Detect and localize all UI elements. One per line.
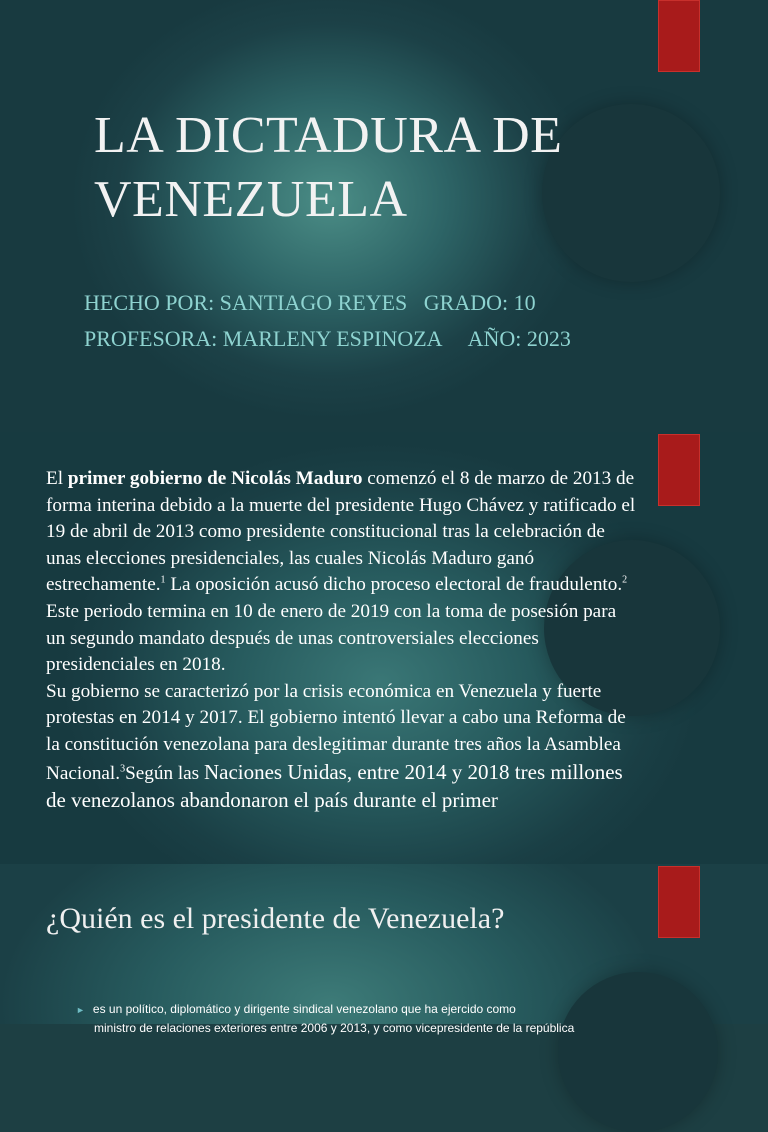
title-line: LA DICTADURA DE	[94, 107, 563, 164]
red-accent-bar	[658, 0, 700, 72]
decorative-circle	[558, 972, 718, 1132]
bullet-line: ministro de relaciones exteriores entre 2006 y 2013, y como vicepresidente de la república	[94, 1021, 575, 1035]
text-run: Según las	[125, 762, 204, 784]
text-run: Naciones Unidas, entre 2014 y 2018 tres millones de venezolanos abandonaron el país durante el primer	[46, 759, 623, 813]
slide-heading: ¿Quién es el presidente de Venezuela?	[46, 902, 505, 935]
paragraph	[46, 466, 636, 679]
question-slide	[0, 864, 768, 1035]
slide-title	[94, 104, 634, 232]
arrow-bullet-icon: ►	[76, 1005, 85, 1015]
bullet-line	[76, 1000, 636, 1019]
author-grade-line: HECHO POR: SANTIAGO REYES GRADO: 10	[84, 290, 536, 315]
red-accent-bar	[658, 434, 700, 506]
text-run: El	[46, 468, 68, 489]
text-run: Este periodo termina en 10 de enero de 2019 con la toma de posesión para un segundo mandato después de unas controversiales elecciones presidenciales en 2018.	[46, 600, 617, 676]
red-accent-bar	[658, 866, 700, 938]
text-run: comenzó el 8 de marzo de 2013 de forma interina debido a la muerte del presidente Hugo Chávez y ratificado el 19 de abril de 2013 como presidente constitucional tras la celebración de unas elecciones presidenciales, las cuales Nicolás Maduro ganó estrechamente.	[46, 468, 636, 596]
title-slide	[0, 0, 768, 432]
text-run: Su gobierno se caracterizó por la crisis económica en Venezuela y fuerte protestas en 2014 y 2017. El gobierno intentó llevar a cabo una Reforma de la constitución venezolana para deslegitimar durante tres años la Asamblea Nacional.	[46, 680, 626, 784]
bullet-item	[76, 1000, 636, 1037]
footnote-ref: 2	[622, 574, 628, 586]
title-line: VENEZUELA	[94, 171, 408, 228]
bullet-text: es un político, diplomático y dirigente sindical venezolano que ha ejercido como	[92, 1002, 516, 1016]
bold-text: primer gobierno de Nicolás Maduro	[67, 468, 363, 489]
content-slide	[0, 432, 768, 864]
footnote-ref: 3	[120, 763, 126, 775]
footnote-ref: 1	[160, 574, 166, 586]
paragraph	[46, 679, 636, 816]
teacher-year-line: PROFESORA: MARLENY ESPINOZA AÑO: 2023	[84, 326, 571, 351]
text-run: La oposición acusó dicho proceso electoral de fraudulento.	[165, 574, 623, 596]
body-text	[46, 466, 636, 864]
